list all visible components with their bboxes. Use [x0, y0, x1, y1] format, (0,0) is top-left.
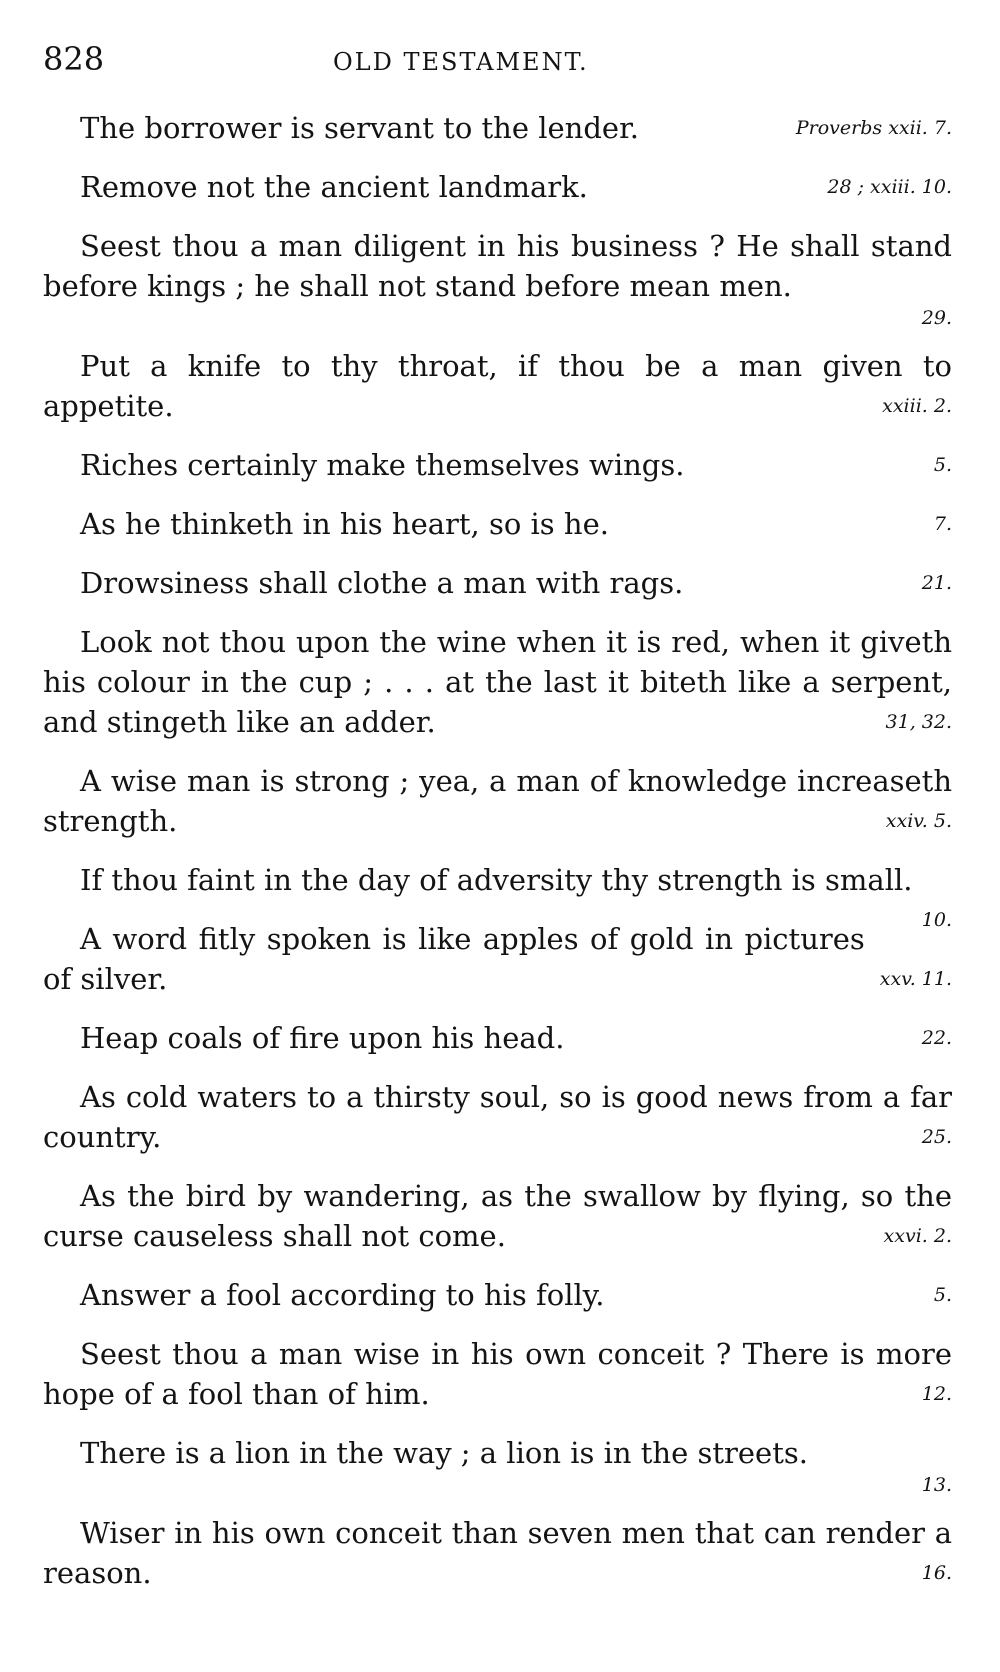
- quotation: [43, 1176, 952, 1256]
- quotation-text: Put a knife to thy throat, if thou be a man given to appetite.: [43, 349, 952, 423]
- quotation: [43, 226, 952, 332]
- quotation: [43, 563, 952, 603]
- quotation-text: Drowsiness shall clothe a man with rags.: [80, 566, 684, 600]
- verse-reference: 5.: [933, 1284, 952, 1306]
- quotation-text: Seest thou a man diligent in his business ? He shall stand before kings ; he shall not stand before mean men.: [43, 229, 952, 303]
- verse-reference: 28 ; xxiii. 10.: [827, 176, 952, 198]
- quotation-list: [43, 108, 952, 1593]
- verse-reference: 12.: [921, 1383, 952, 1405]
- page-number: 828: [43, 40, 105, 78]
- quotation-text: Look not thou upon the wine when it is red, when it giveth his colour in the cup ; . . . at the last it biteth like a serpent, and stingeth like an adder.: [43, 625, 952, 739]
- verse-reference: 16.: [921, 1562, 952, 1584]
- quotation: [43, 1334, 952, 1414]
- quotation: [43, 761, 952, 841]
- quotation: [43, 445, 952, 485]
- quotation-text: Heap coals of fire upon his head.: [80, 1021, 565, 1055]
- verse-reference: xxiii. 2.: [882, 395, 952, 417]
- quotation-text: Answer a fool according to his folly.: [80, 1278, 605, 1312]
- quotation: [43, 860, 952, 931]
- quotation: [43, 622, 952, 742]
- quotation: [43, 346, 952, 426]
- verse-reference: 5.: [933, 454, 952, 476]
- verse-reference: 31, 32.: [885, 711, 952, 733]
- verse-reference: xxiv. 5.: [885, 810, 952, 832]
- verse-reference: 13.: [921, 1474, 952, 1496]
- verse-reference: 22.: [921, 1027, 952, 1049]
- quotation: [43, 1018, 952, 1058]
- quotation-text: A wise man is strong ; yea, a man of knowledge increaseth strength.: [43, 764, 952, 838]
- quotation-text: Remove not the ancient landmark.: [80, 170, 588, 204]
- verse-reference: 21.: [921, 572, 952, 594]
- verse-reference: Proverbs xxii. 7.: [795, 117, 952, 139]
- verse-reference: 7.: [933, 513, 952, 535]
- verse-reference: 10.: [921, 909, 952, 931]
- quotation: [43, 1513, 952, 1593]
- verse-reference: xxv. 11.: [879, 968, 952, 990]
- quotation-text: Wiser in his own conceit than seven men that can render a reason.: [43, 1516, 952, 1590]
- quotation-text: There is a lion in the way ; a lion is in the streets.: [80, 1436, 808, 1470]
- quotation: [43, 919, 952, 999]
- verse-reference: 25.: [921, 1126, 952, 1148]
- quotation: [43, 504, 952, 544]
- quotation: [43, 1433, 952, 1499]
- quotation-text: A word fitly spoken is like apples of gold in pictures of silver.: [43, 922, 865, 996]
- quotation: [43, 1077, 952, 1157]
- quotation: [43, 108, 952, 148]
- quotation: [43, 167, 952, 207]
- quotation-text: Riches certainly make themselves wings.: [80, 448, 685, 482]
- verse-reference: xxvi. 2.: [883, 1225, 952, 1247]
- quotation-text: Seest thou a man wise in his own conceit ? There is more hope of a fool than of him.: [43, 1337, 952, 1411]
- running-head: OLD TESTAMENT.: [333, 48, 589, 76]
- quotation: [43, 1275, 952, 1315]
- page-header: [43, 40, 952, 86]
- quotation-text: As the bird by wandering, as the swallow by flying, so the curse causeless shall not come.: [43, 1179, 952, 1253]
- quotation-text: As cold waters to a thirsty soul, so is good news from a far country.: [43, 1080, 952, 1154]
- quotation-text: If thou faint in the day of adversity thy strength is small.: [80, 863, 913, 897]
- quotation-text: As he thinketh in his heart, so is he.: [80, 507, 609, 541]
- verse-reference: 29.: [921, 307, 952, 329]
- quotation-text: The borrower is servant to the lender.: [80, 111, 639, 145]
